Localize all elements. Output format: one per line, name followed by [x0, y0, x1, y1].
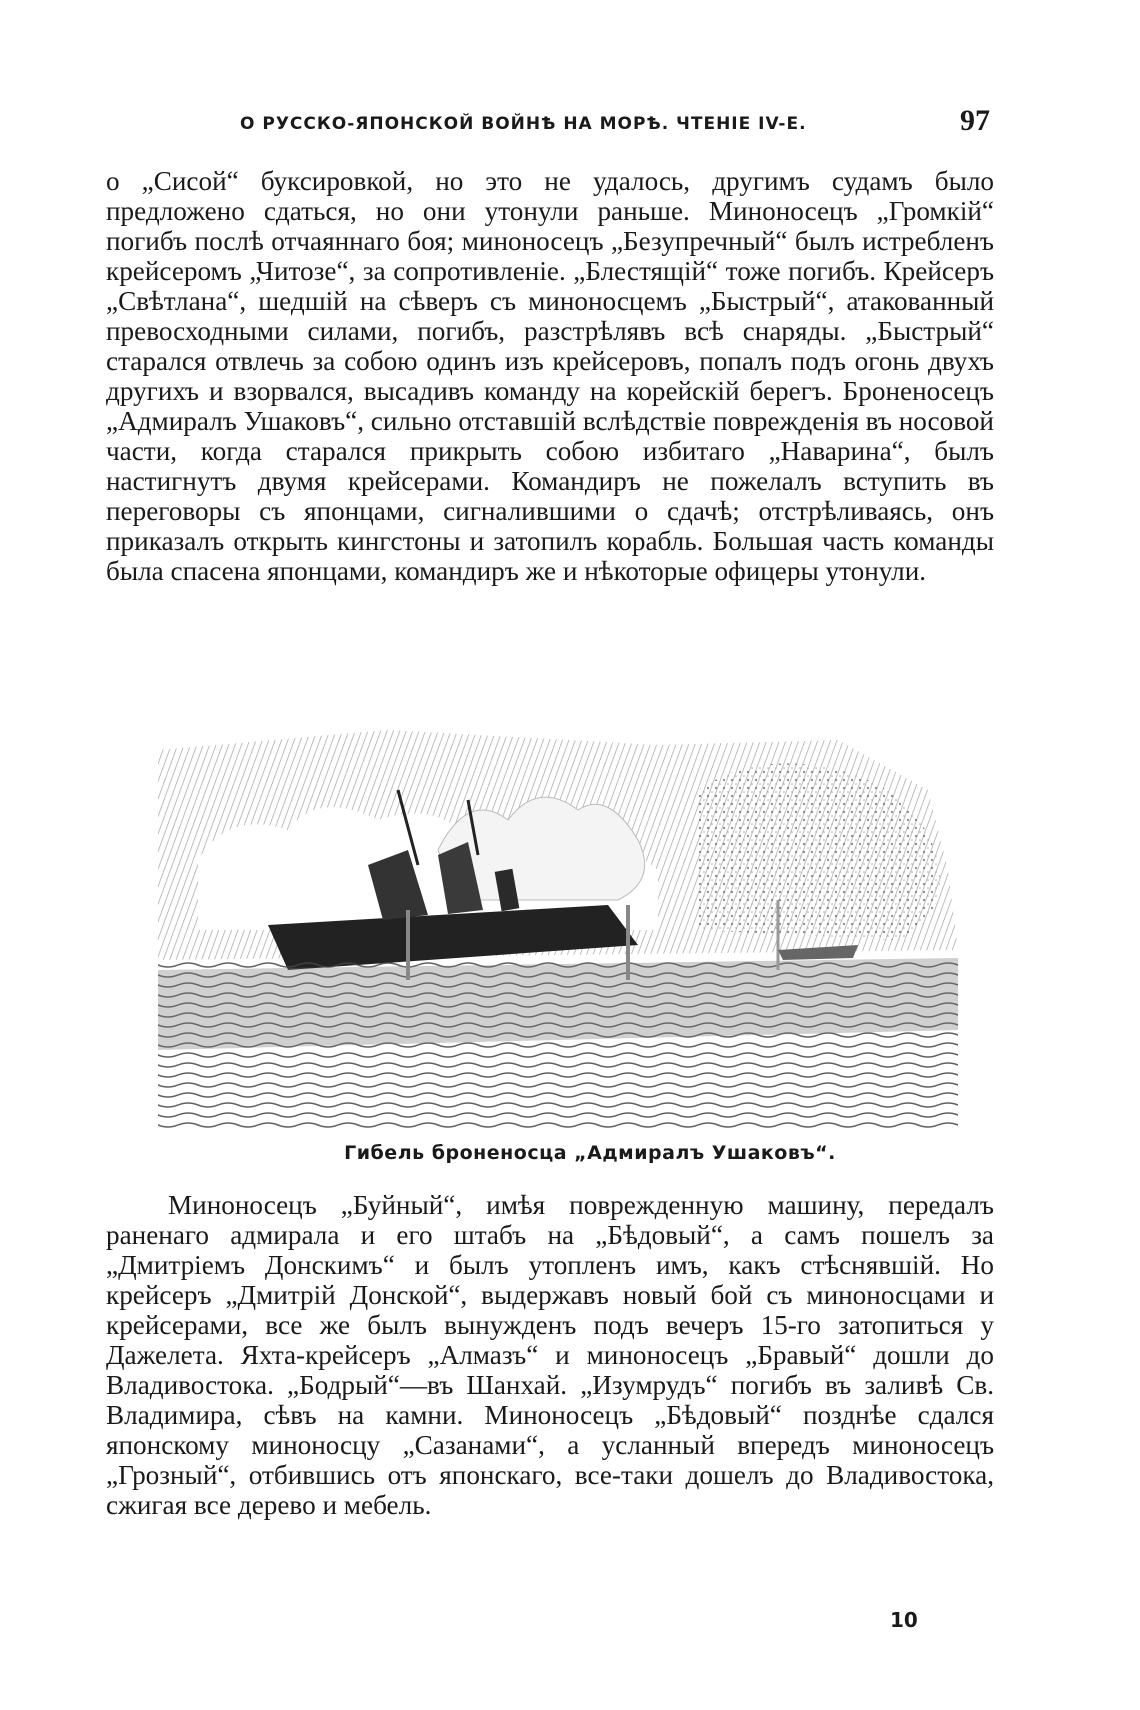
- header-title: О РУССКО-ЯПОНСКОЙ ВОЙНѢ НА МОРѢ. ЧТЕНІЕ IV-Е.: [240, 114, 807, 134]
- engraving-sinking-battleship: [138, 730, 968, 1130]
- page-number: 97: [960, 104, 990, 137]
- signature-mark: 10: [890, 1608, 918, 1632]
- body-paragraph-2: [106, 1190, 994, 1520]
- illustration-drawing: [138, 730, 968, 1130]
- illustration-caption: Гибель броненосца „Адмиралъ Ушаковъ“.: [344, 1142, 836, 1164]
- paragraph-text: о „Сисой“ буксировкой, но это не удалось, другимъ судамъ было предложено сдаться, но они утонули раньше. Миноносецъ „Громкій“ погибъ послѣ отчаяннаго боя; миноносецъ „Безупречный“ былъ истребленъ крейсеромъ „Читозе“, за сопротивленіе. „Блестящій“ тоже погибъ. Крейсеръ „Свѣтлана“, шедшій на сѣверъ съ миноносцемъ „Быстрый“, атакованный превосходными силами, погибъ, разстрѣлявъ всѣ снаряды. „Быстрый“ старался отвлечь за собою одинъ изъ крейсеровъ, попалъ подъ огонь двухъ другихъ и взорвался, высадивъ команду на корейскій берегъ. Броненосецъ „Адмиралъ Ушаковъ“, сильно отставшій вслѣдствіе поврежденія въ носовой части, когда старался прикрыть собою избитаго „Наварина“, былъ настигнутъ двумя крейсерами. Командиръ не пожелалъ вступить въ переговоры съ японцами, сигналившими о сдачѣ; отстрѣливаясь, онъ приказалъ открыть кингстоны и затопилъ корабль. Большая часть команды была спасена японцами, командиръ же и нѣкоторые офицеры утонули.: [106, 166, 994, 586]
- running-header: [240, 104, 990, 144]
- body-paragraph-1: [106, 166, 994, 586]
- paragraph-text: Миноносецъ „Буйный“, имѣя поврежденную машину, передалъ раненаго адмирала и его штабъ на „Бѣдовый“, а самъ пошелъ за „Дмитріемъ Донскимъ“ и былъ утопленъ имъ, какъ стѣснявшій. Но крейсеръ „Дмитрій Донской“, выдержавъ новый бой съ миноносцами и крейсерами, все же былъ вынужденъ подъ вечеръ 15-го затопиться у Дажелета. Яхта-крейсеръ „Алмазъ“ и миноносецъ „Бравый“ дошли до Владивостока. „Бодрый“—въ Шанхай. „Изумрудъ“ погибъ въ заливѣ Св. Владимира, сѣвъ на камни. Миноносецъ „Бѣдовый“ позднѣе сдался японскому миноносцу „Сазанами“, а усланный впередъ миноносецъ „Грозный“, отбившись отъ японскаго, все-таки дошелъ до Владивостока, сжигая все дерево и мебель.: [106, 1190, 994, 1520]
